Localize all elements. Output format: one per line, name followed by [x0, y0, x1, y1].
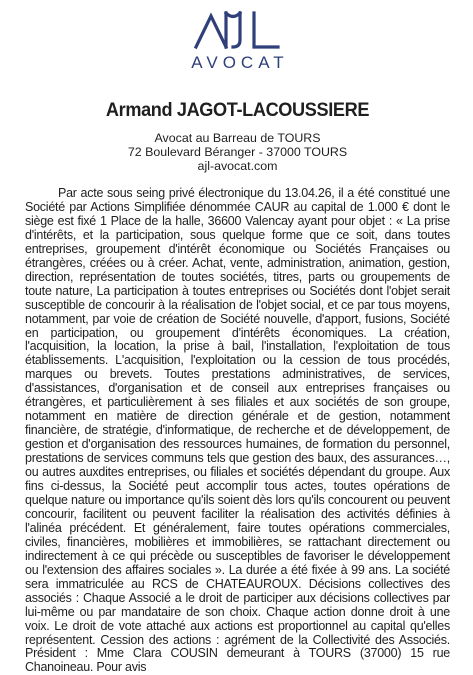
notice-body-text: Par acte sous seing privé électronique du 13.04.26, il a été constitué une Société par Actions Simplifiée dénommée CAUR au capital de 1.000 € dont le siège est fixé 1 Place de la halle, 36600 Valencay ayant pour objet : « La prise d'intérêts, et la participation, sous quelque forme que ce soit, dans toutes entreprises, groupement d'intérêt économique ou Sociétés Françaises ou étrangères, créées ou à créer. Achat, vente, administration, animation, gestion, direction, représentation de toutes sociétés, titres, parts ou groupements de toute nature, La participation à toutes entreprises ou Sociétés dont l'objet serait susceptible de concourir à la réalisation de l'objet social, et ce par tous moyens, notamment, par voie de création de Société nouvelle, d'apport, fusions, Société en participation, ou groupement d'intérêts économiques. La création, l'acquisition, la location, la prise à bail, l'installation, l'exploitation de tous établissements. L'acquisition, l'exploitation ou la cession de tous procédés, marques ou brevets. Toutes prestations administratives, de services, d'assistances, d'organisation et de conseil aux entreprises françaises ou étrangères, et particulièrement à ses filiales et aux sociétés de son groupe, notamment en matière de direction générale et de gestion, notamment financière, de stratégie, d'informatique, de recherche et de développement, de gestion et d'organisation des ressources humaines, de formation du personnel, prestations de services communs tels que gestion des baux, des assurances…, ou autres auxdites entreprises, ou filiales et sociétés dépendant du groupe. Aux fins ci-dessus, la Société peut accomplir tous actes, toutes opérations de quelque nature ou importance qu'ils soient dès lors qu'ils concourent ou peuvent concourir, facilitent ou peuvent faciliter la réalisation des activités définies à l'alinéa précédent. Et généralement, faire toutes opérations commerciales, civiles, financières, mobilières et immobilières, se rattachant directement ou indirectement à ce qui précède ou susceptibles de favoriser le développement ou l'extension des affaires sociales ». La durée a été fixée à 99 ans. La société sera immatriculée au RCS de CHATEAUROUX. Décisions collectives des associés : Chaque Associé a le droit de participer aux décisions collectives par lui-même ou par mandataire de son choix. Chaque action donne droit à une voix. Le droit de vote attaché aux actions est proportionnel au capital qu'elles représentent. Cession des actions : agrément de la Collectivité des Associés. Président : Mme Clara COUSIN demeurant à TOURS (37000) 15 rue Chanoineau. Pour avis — [25, 186, 450, 675]
firm-logo — [25, 10, 450, 73]
logo-wordmark: AVOCAT — [191, 53, 289, 72]
lawyer-name: Armand JAGOT-LACOUSSIERE — [105, 99, 370, 121]
office-address: 72 Boulevard Béranger - 37000 TOURS — [127, 145, 348, 159]
website-link[interactable]: ajl-avocat.com — [197, 159, 278, 173]
lawyer-details — [25, 131, 450, 173]
ajl-monogram-logo — [192, 10, 284, 50]
lawyer-title: Avocat au Barreau de TOURS — [154, 131, 321, 145]
